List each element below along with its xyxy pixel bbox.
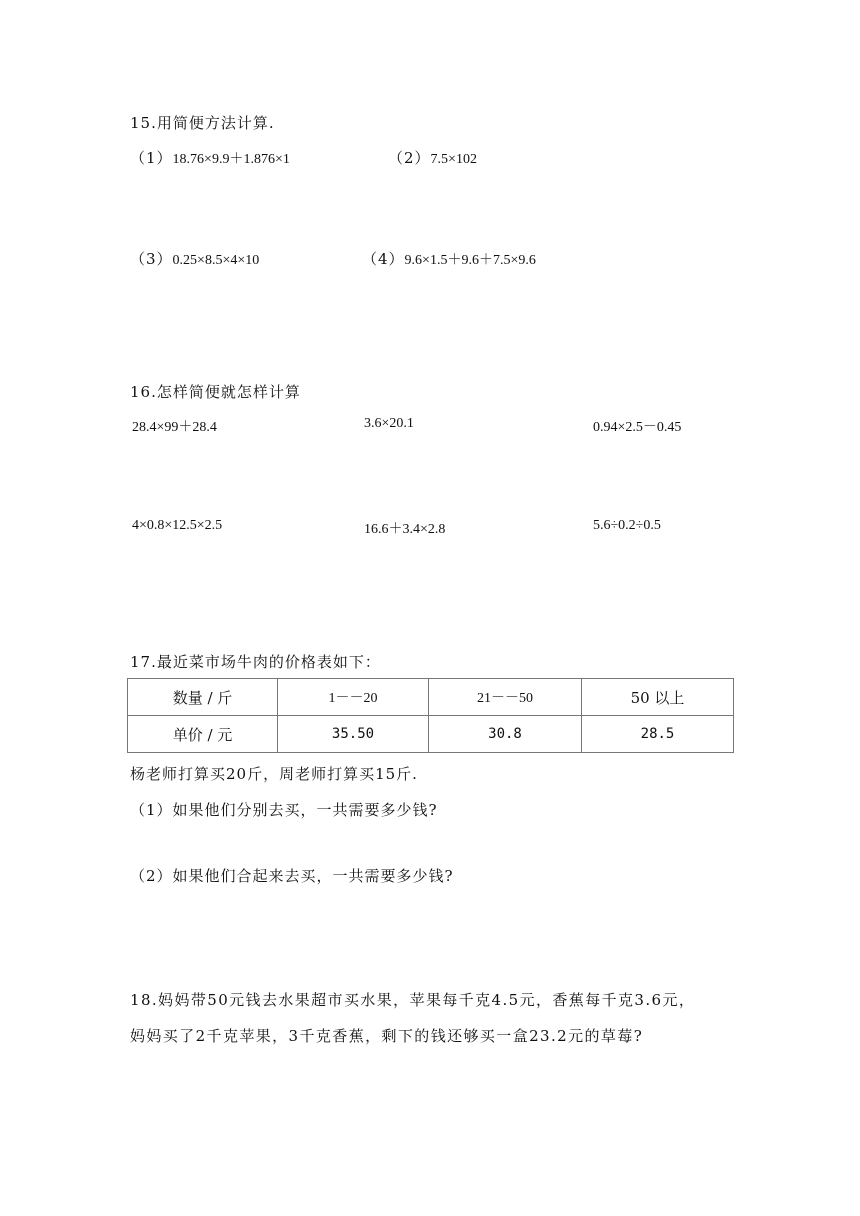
q15-item-3 [130,248,259,269]
q16-expr-4: 4×0.8×12.5×2.5 [132,518,223,533]
q15-item-4-label: （4） [362,250,405,268]
table-header-cell: 21－－50 [429,679,582,716]
q15-item-2-expr: 7.5×102 [430,152,477,167]
q15-item-4 [362,248,536,269]
table-cell: 28.5 [582,716,734,753]
q15-item-3-label: （3） [130,250,173,268]
q15-item-4-expr: 9.6×1.5＋9.6＋7.5×9.6 [404,253,536,268]
q16-expr-5: 16.6＋3.4×2.8 [364,522,446,537]
table-cell: 单价 / 元 [128,716,278,753]
q17-title: 17.最近菜市场牛肉的价格表如下： [130,653,381,671]
q15-item-1-expr: 18.76×9.9＋1.876×1 [172,152,290,167]
q18-line-1: 18.妈妈带50元钱去水果超市买水果，苹果每千克4.5元，香蕉每千克3.6元， [130,991,696,1009]
q17-sub-2: （2）如果他们合起来去买，一共需要多少钱? [130,867,454,885]
q17-sub-1: （1）如果他们分别去买，一共需要多少钱? [130,801,438,819]
table-cell: 30.8 [429,716,582,753]
q16-expr-3: 0.94×2.5－0.45 [593,420,682,435]
q15-item-3-expr: 0.25×8.5×4×10 [172,253,260,268]
q15-item-2-label: （2） [388,149,431,167]
q15-item-1 [130,147,290,168]
table-header-cell: 1－－20 [278,679,429,716]
q16-expr-1: 28.4×99＋28.4 [132,420,217,435]
q15-item-2 [388,147,477,168]
q18-line-2: 妈妈买了2千克苹果，3千克香蕉，剩下的钱还够买一盒23.2元的草莓? [130,1027,644,1045]
q15-item-1-label: （1） [130,149,173,167]
q17-text: 杨老师打算买20斤，周老师打算买15斤. [130,765,418,783]
table-row [128,679,734,716]
table-row [128,716,734,753]
q16-expr-6: 5.6÷0.2÷0.5 [593,518,661,533]
table-header-cell: 50 以上 [582,679,734,716]
price-table [127,678,734,753]
table-header-cell: 数量 / 斤 [128,679,278,716]
q16-expr-2: 3.6×20.1 [364,416,414,431]
table-cell: 35.50 [278,716,429,753]
q16-title: 16.怎样简便就怎样计算 [130,383,301,401]
q15-title: 15.用简便方法计算. [130,114,275,132]
